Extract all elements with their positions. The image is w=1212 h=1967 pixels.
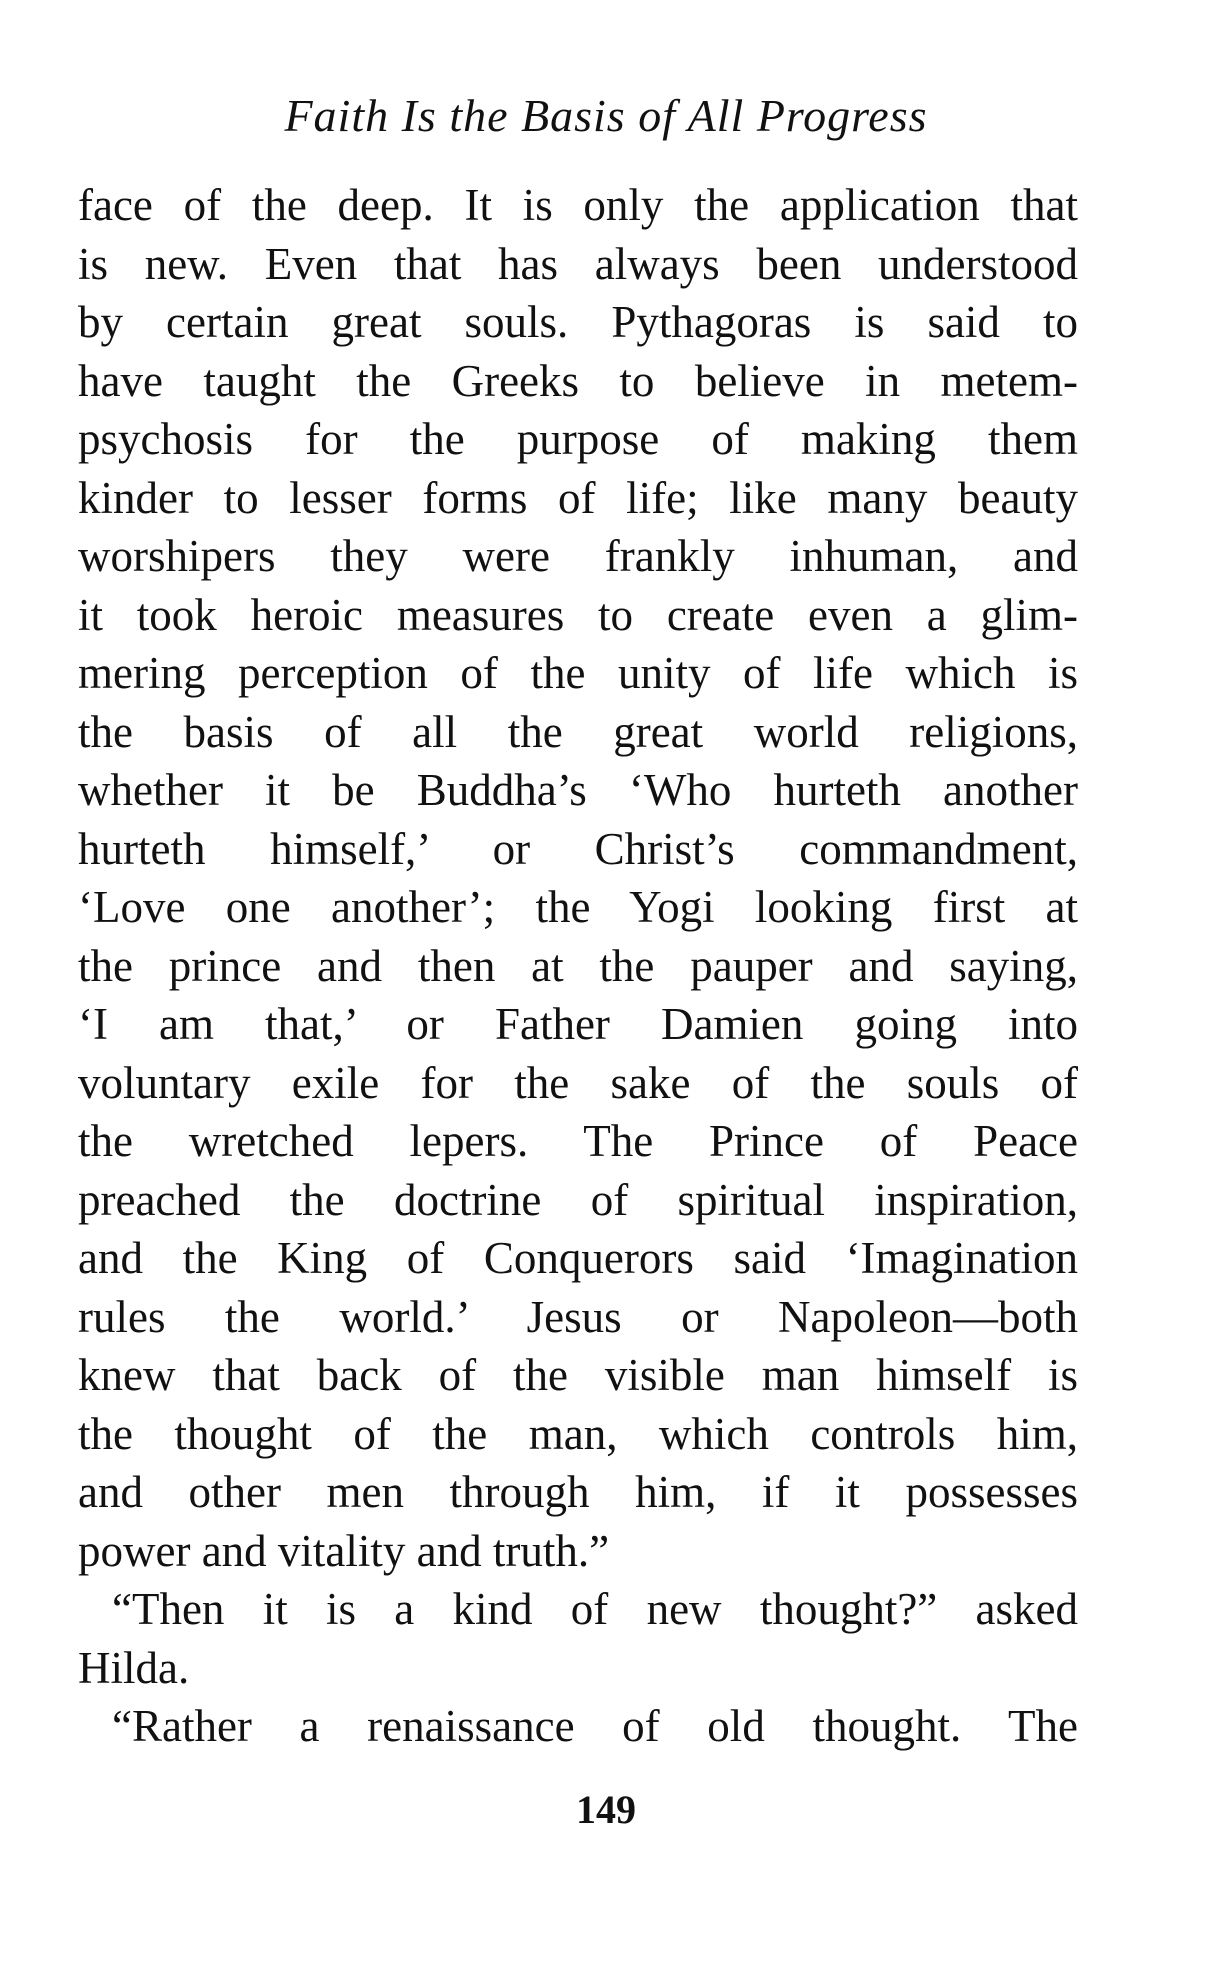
text-line: the basis of all the great world religions, [78,706,1078,757]
text-line: by certain great souls. Pythagoras is said to [78,297,1078,347]
text-line: the wretched lepers. The Prince of Peace [78,1116,1078,1166]
text-line: face of the deep. It is only the application that [78,180,1078,230]
text-line: kinder to lesser forms of life; like many beauty [78,472,1078,523]
text-line: it took heroic measures to create even a glim- [78,589,1078,640]
text-line: is new. Even that has always been understood [78,238,1078,289]
text-line: whether it be Buddha’s ‘Who hurteth another [78,765,1078,815]
text-line: the prince and then at the pauper and saying, [78,940,1078,991]
paragraph-first-line: “Then it is a kind of new thought?” asked [112,1584,1078,1634]
text-line: hurteth himself,’ or Christ’s commandment, [78,823,1078,874]
text-line: psychosis for the purpose of making them [78,414,1078,464]
text-line: mering perception of the unity of life which is [78,648,1078,698]
text-line: the thought of the man, which controls him, [78,1408,1078,1459]
paragraph-first-line: “Rather a renaissance of old thought. The [112,1701,1078,1751]
body-text [78,176,1078,1756]
text-line: worshipers they were frankly inhuman, and [78,531,1078,581]
page-number: 149 [576,1787,636,1832]
text-line: ‘I am that,’ or Father Damien going into [78,999,1078,1049]
text-line: ‘Love one another’; the Yogi looking first at [78,882,1078,932]
running-head-title: Faith Is the Basis of All Progress [284,90,928,141]
text-line: knew that back of the visible man himself is [78,1350,1078,1400]
text-line: and other men through him, if it possesses [78,1467,1078,1517]
text-line: preached the doctrine of spiritual inspiration, [78,1174,1078,1225]
text-line: have taught the Greeks to believe in metem- [78,355,1078,406]
text-line: voluntary exile for the sake of the souls of [78,1057,1078,1108]
text-line: and the King of Conquerors said ‘Imagination [78,1233,1078,1283]
text-line: rules the world.’ Jesus or Napoleon—both [78,1291,1078,1342]
paragraph-end-line: Hilda. [78,1642,190,1693]
paragraph-end-line: power and vitality and truth.” [78,1525,610,1576]
